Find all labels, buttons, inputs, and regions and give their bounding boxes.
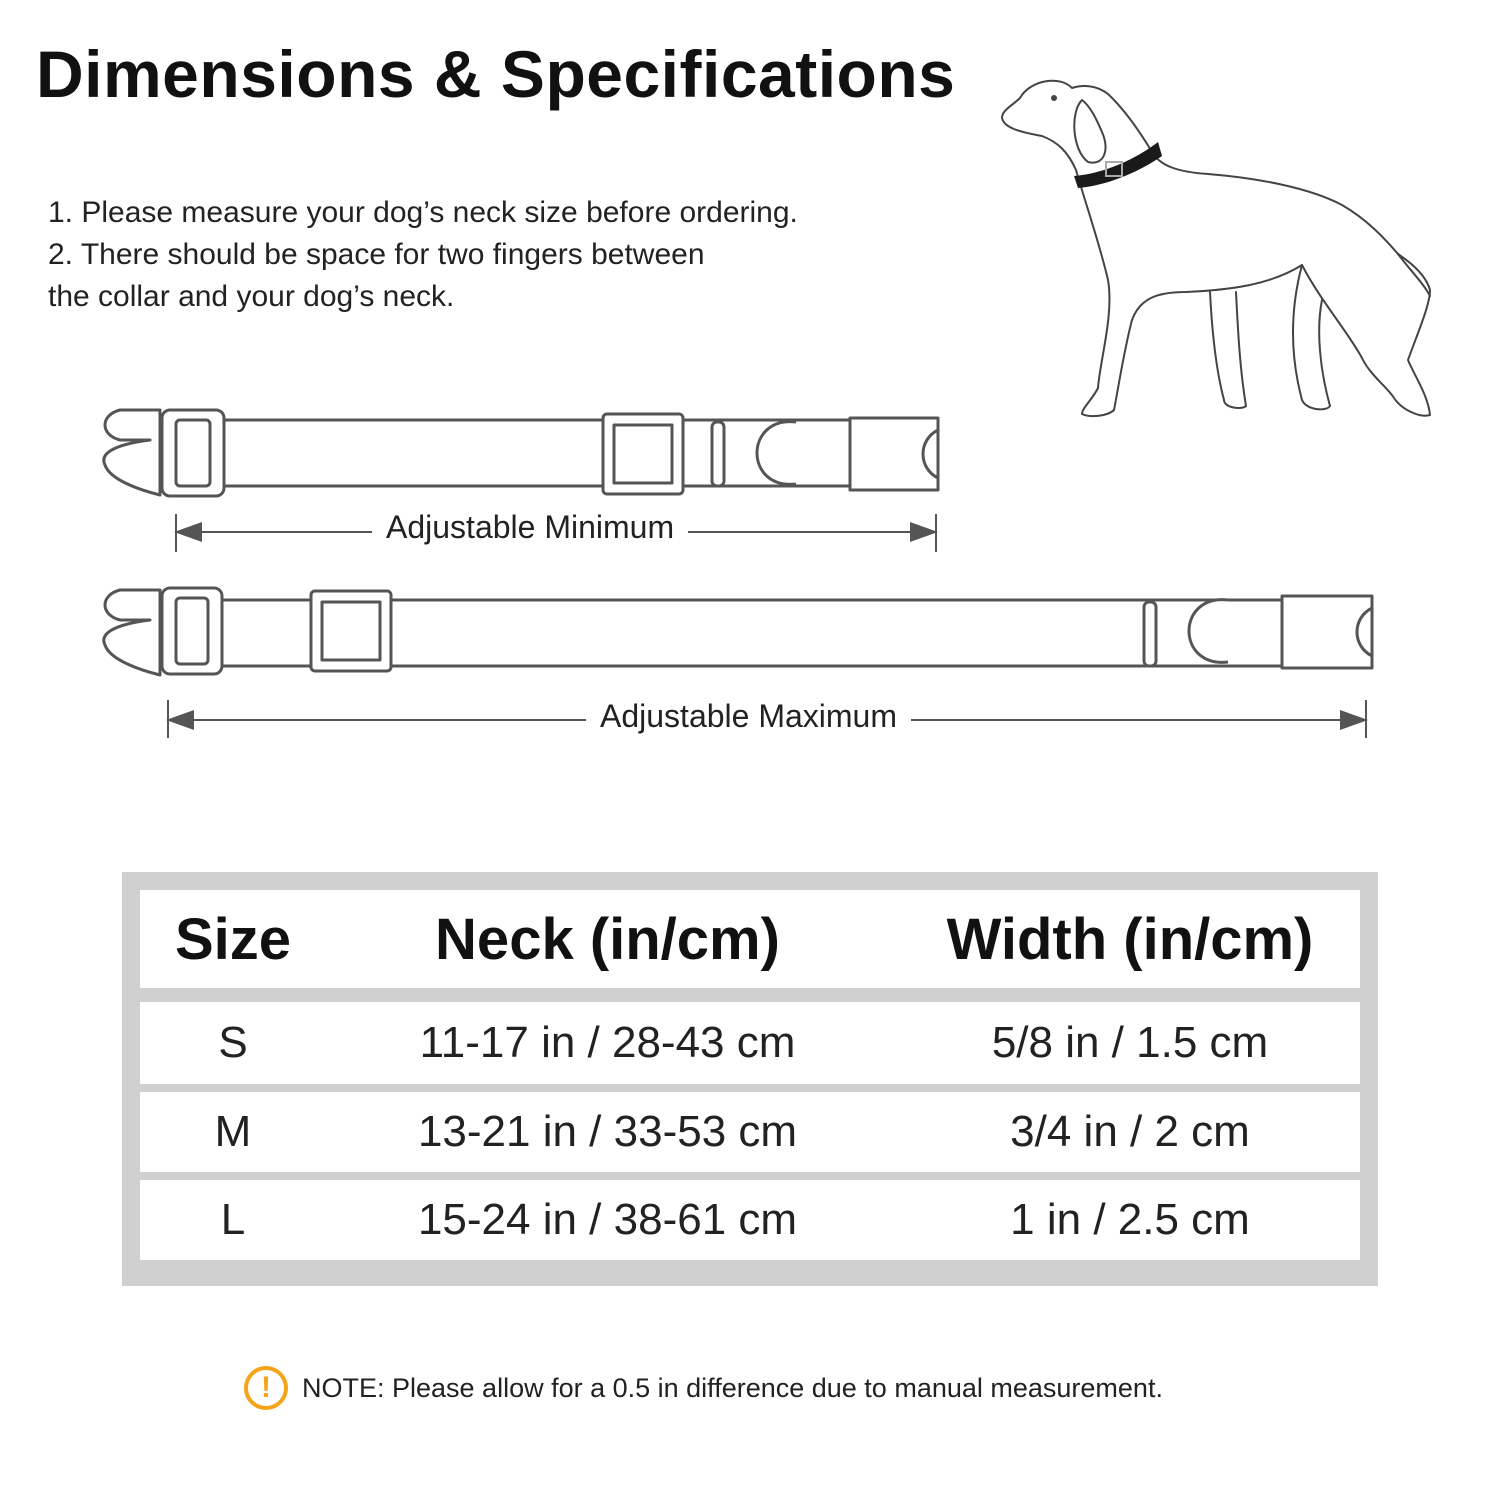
adjustable-minimum-label: Adjustable Minimum (372, 509, 688, 546)
note-text: NOTE: Please allow for a 0.5 in difference due to manual measurement. (302, 1372, 1163, 1403)
instruction-line-3: the collar and your dog’s neck. (48, 280, 455, 313)
row-width: 5/8 in / 1.5 cm (991, 1018, 1269, 1067)
instruction-line-2: 2. There should be space for two fingers between (48, 238, 705, 271)
row-size: L (220, 1195, 246, 1244)
size-chart-table (122, 872, 1378, 1286)
header-width: Width (in/cm) (946, 906, 1314, 972)
page-title: Dimensions & Specifications (36, 37, 956, 111)
exclamation-circle-icon: ! (244, 1366, 288, 1410)
collar-maximum (104, 588, 1372, 675)
table-row (140, 1092, 1360, 1172)
collar-minimum (104, 410, 938, 496)
instruction-line-1: 1. Please measure your dog’s neck size before ordering. (48, 196, 798, 229)
table-row (140, 1002, 1360, 1084)
row-width: 3/4 in / 2 cm (1010, 1107, 1250, 1156)
row-width: 1 in / 2.5 cm (1010, 1195, 1250, 1244)
table-row (140, 1180, 1360, 1260)
row-neck: 13-21 in / 33-53 cm (417, 1107, 798, 1156)
row-size: S (218, 1018, 248, 1067)
header-neck: Neck (in/cm) (435, 906, 780, 972)
measurement-note (244, 1362, 1163, 1414)
table-header-row (140, 890, 1360, 988)
row-neck: 11-17 in / 28-43 cm (419, 1018, 796, 1067)
header-size: Size (174, 906, 292, 972)
row-size: M (214, 1107, 252, 1156)
row-neck: 15-24 in / 38-61 cm (417, 1195, 798, 1244)
adjustable-maximum-label: Adjustable Maximum (586, 698, 911, 735)
